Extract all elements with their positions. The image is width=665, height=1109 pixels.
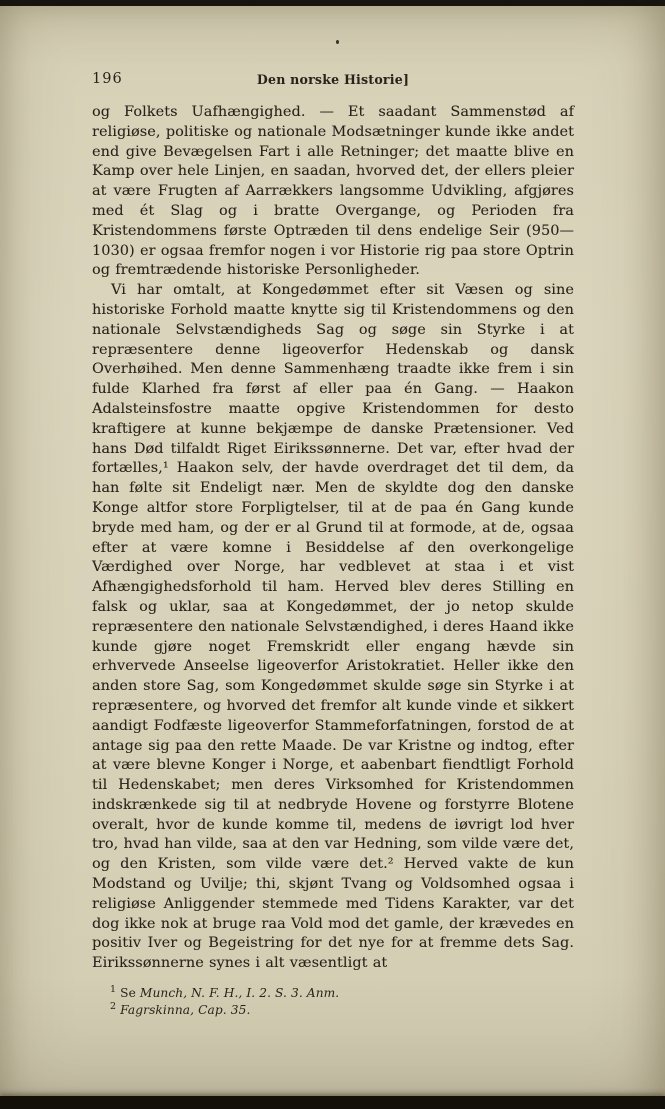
paragraph-main: Vi har omtalt, at Kongedømmet efter sit Væsen og sine historiske Forhold maatte knytte sig til Kristendommens og den nationale Selvstændigheds Sag og søge sin Styrke i at repræsentere denne ligeoverfor Hedenskab og dansk Overhøihed. Men denne Sammenhæng traadte ikke frem i sin fulde Klarhed fra først af eller paa én Gang. — Haakon Adalsteinsfostre maatte opgive Kristendommen for desto kraftigere at kunne bekjæmpe de danske Prætensioner. Ved hans Død tilfaldt Riget Eirikssønnerne. Det var, efter hvad der fortælles,¹ Haakon selv, der havde overdraget det til dem, da han følte sit Endeligt nær. Men de skyldte dog den danske Konge altfor store Forpligtelser, til at de paa én Gang kunde bryde med ham, og der er al Grund til at formode, at de, ogsaa efter at være komne i Besiddelse af den overkongelige Værdighed over Norge, har vedblevet at staa i et vist Afhængighedsforhold til ham. Herved blev deres Stilling en falsk og uklar, saa at Kongedømmet, der jo netop skulde repræsentere den nationale Selvstændighed, i deres Haand ikke kunde gjøre noget Fremskridt eller engang hævde sin erhvervede Anseelse ligeoverfor Aristokratiet. Heller ikke den anden store Sag, som Kongedømmet skulde søge sin Styrke i at repræsentere, og hvorved det fremfor alt kunde vinde et sikkert aandigt Fodfæste ligeoverfor Stammeforfatningen, forstod de at antage sig paa den rette Maade. De var Kristne og indtog, efter at være blevne Konger i Norge, et aabenbart fiendtligt Forhold til Hedenskabet; men deres Virksomhed for Kristendommen indskrænkede sig til at nedbryde Hovene og forstyrre Blotene overalt, hvor de kunde komme til, medens de iøvrigt lod hver tro, hvad han vilde, saa at den var Hedning, som vilde være det, og den Kristen, som vilde være det.² Herved vakte de kun Modstand og Uvilje; thi, skjønt Tvang og Voldsomhed ogsaa i religiøse Anliggender stemmede med Tidens Karakter, var det dog ikke nok at bruge raa Vold mod det gamle, der krævedes en positiv Iver og Begeistring for det nye for at fremme dets Sag. Eirikssønnerne synes i alt væsentligt at [92,282,574,972]
page-number: 196 [92,71,123,87]
footnote-1-reference: Munch, N. F. H., I. 2. S. 3. Anm. [139,986,340,1001]
scan-edge-top [0,0,665,6]
page-content [92,70,574,1019]
body-text [92,103,574,974]
footnote-2-reference: Fagrskinna, Cap. 35. [120,1003,251,1018]
scan-edge-bottom [0,1096,665,1109]
footnote-2-marker: 2 [110,1001,117,1012]
ink-speck [336,40,339,44]
paragraph-continuation: og Folkets Uafhængighed. — Et saadant Sammenstød af religiøse, politiske og nationale Modsætninger kunde ikke andet end give Bevægelsen Fart i alle Retninger; det maatte blive en Kamp over hele Linjen, en saadan, hvorved det, der ellers pleier at være Frugten af Aarrækkers langsomme Udvikling, afgjøres med ét Slag og i bratte Overgange, og Perioden fra Kristendommens første Optræden til dens endelige Seir (950—1030) er ogsaa fremfor nogen i vor Historie rig paa store Optrin og fremtrædende historiske Personligheder. [92,104,574,279]
footnote-1-prefix: Se [116,986,140,1001]
footnote-1-marker: 1 [110,984,117,995]
running-title: Den norske Historie] [256,72,410,87]
footnotes [92,985,574,1019]
footnote-1 [92,985,574,1002]
running-header [92,70,574,90]
footnote-2 [92,1002,574,1019]
